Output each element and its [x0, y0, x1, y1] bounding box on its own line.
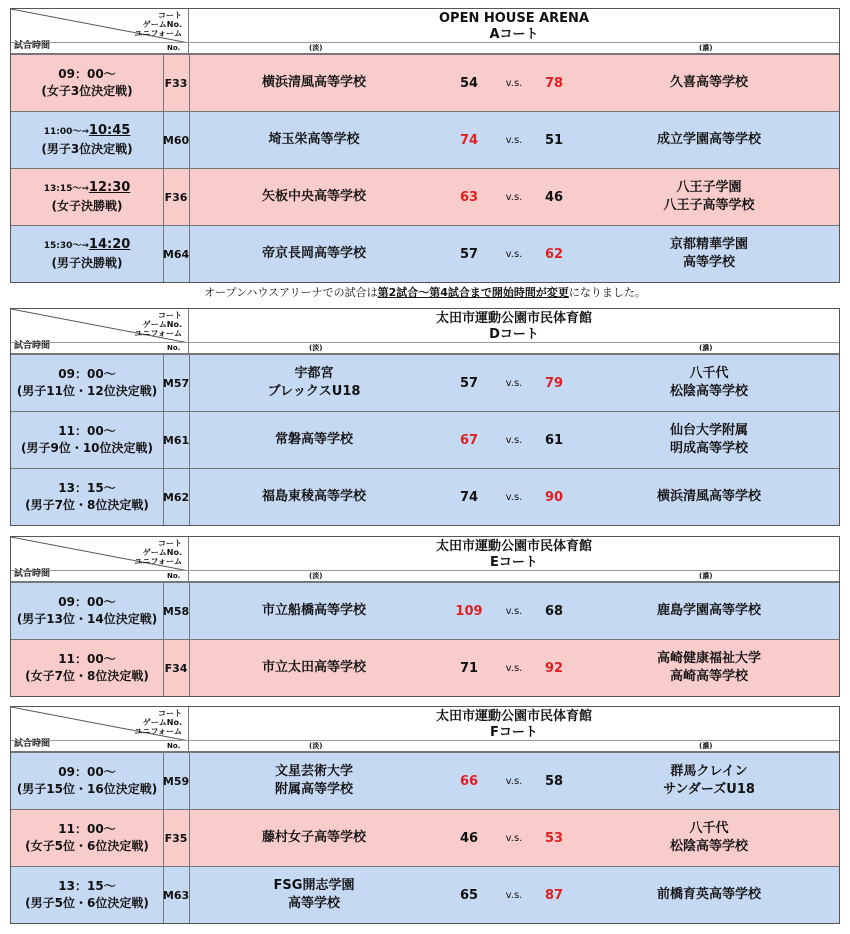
home-column-header: (淡) — [309, 572, 323, 580]
home-team-line: 横浜清風高等学校 — [261, 75, 366, 90]
court-label: コート — [158, 11, 182, 20]
home-team-line: FSG開志学園 — [273, 878, 355, 893]
no-column-header: No. — [167, 742, 181, 750]
away-team-line: 仙台大学附属 — [669, 423, 748, 438]
home-team — [189, 112, 439, 168]
block-header — [11, 707, 839, 752]
away-team — [579, 469, 839, 525]
home-score: 65 — [459, 887, 479, 903]
away-team — [579, 867, 839, 923]
home-team-line: 市立太田高等学校 — [261, 660, 366, 675]
match-label: (男子9位・10位決定戦) — [20, 441, 154, 455]
venue-name: OPEN HOUSE ARENA — [438, 11, 589, 26]
vs-label: v.s. — [505, 775, 523, 787]
away-team-line: 成立学園高等学校 — [656, 132, 761, 147]
home-score: 74 — [459, 489, 479, 505]
original-time: 13:15～→ — [43, 184, 89, 194]
start-time: 09：00～ — [58, 367, 116, 381]
game-number: M57 — [163, 355, 190, 411]
match-label: (女子決勝戦) — [51, 199, 123, 213]
court-label: コート — [158, 311, 182, 320]
home-team — [189, 355, 439, 411]
start-time: 11：00～ — [58, 652, 116, 666]
home-team — [189, 583, 439, 639]
match-row — [11, 225, 839, 282]
game-no-label: ゲームNo. — [142, 548, 182, 557]
court-name: Dコート — [489, 327, 539, 342]
match-row — [11, 809, 839, 866]
match-time — [11, 55, 164, 111]
venue-name: 太田市運動公園市民体育館 — [435, 709, 592, 724]
away-team-line: 八千代 — [689, 821, 729, 836]
match-row — [11, 54, 839, 111]
new-time: 12:30 — [88, 180, 131, 195]
match-time — [11, 169, 164, 225]
court-block — [10, 536, 840, 697]
away-team-line: 明成高等学校 — [669, 441, 748, 456]
home-team-line: 埼玉栄高等学校 — [268, 132, 360, 147]
home-team-line: 矢板中央高等学校 — [261, 189, 366, 204]
home-column-header: (淡) — [309, 344, 323, 352]
vs-label: v.s. — [505, 248, 523, 260]
match-row — [11, 111, 839, 168]
away-score: 68 — [544, 603, 564, 619]
home-team-line: 附属高等学校 — [274, 782, 353, 797]
away-team-line: 八王子学園 — [676, 180, 742, 195]
start-time — [44, 179, 131, 198]
court-block — [10, 8, 840, 283]
start-time: 09：00～ — [58, 595, 116, 609]
match-time — [11, 640, 164, 696]
away-team — [579, 226, 839, 282]
home-team-line: 藤村女子高等学校 — [261, 830, 366, 845]
away-team-line: 松陰高等学校 — [669, 839, 748, 854]
away-team-line: 高崎健康福祉大学 — [656, 651, 761, 666]
start-time: 09：00～ — [58, 67, 116, 81]
vs-label: v.s. — [505, 191, 523, 203]
no-column-header: No. — [167, 44, 181, 52]
away-column-header: (濃) — [699, 44, 713, 52]
match-label: (女子3位決定戦) — [41, 84, 133, 98]
away-team-line: 群馬クレイン — [670, 764, 748, 779]
home-column-header: (淡) — [309, 742, 323, 750]
start-time: 13：15～ — [58, 481, 116, 495]
home-score: 57 — [459, 375, 479, 391]
match-label: (男子3位決定戦) — [41, 142, 133, 156]
match-label: (女子5位・6位決定戦) — [25, 839, 149, 853]
match-label: (男子11位・12位決定戦) — [16, 384, 158, 398]
match-label: (男子13位・14位決定戦) — [16, 612, 158, 626]
away-team — [579, 583, 839, 639]
away-team — [579, 753, 839, 809]
vs-label: v.s. — [505, 662, 523, 674]
home-team-line: 帝京長岡高等学校 — [261, 246, 366, 261]
home-team — [189, 867, 439, 923]
away-column-header: (濃) — [699, 572, 713, 580]
column-headers — [11, 740, 839, 751]
start-time — [44, 122, 131, 141]
home-column-header: (淡) — [309, 44, 323, 52]
away-score: 58 — [544, 773, 564, 789]
game-no-label: ゲームNo. — [142, 718, 182, 727]
home-score: 74 — [459, 132, 479, 148]
away-team-line: 八千代 — [689, 366, 729, 381]
game-number: F34 — [163, 640, 190, 696]
original-time: 15:30～→ — [43, 241, 89, 251]
away-score: 79 — [544, 375, 564, 391]
away-team — [579, 355, 839, 411]
away-score: 78 — [544, 75, 564, 91]
home-team-line: 宇都宮 — [294, 366, 334, 381]
away-team-line: 京都精華学園 — [669, 237, 748, 252]
match-label: (男子7位・8位決定戦) — [25, 498, 149, 512]
home-team — [189, 640, 439, 696]
venue-name: 太田市運動公園市民体育館 — [435, 539, 592, 554]
match-label: (男子15位・16位決定戦) — [16, 782, 158, 796]
home-team — [189, 169, 439, 225]
match-row — [11, 354, 839, 411]
match-label: (女子7位・8位決定戦) — [25, 669, 149, 683]
away-team — [579, 810, 839, 866]
match-time — [11, 810, 164, 866]
uniform-label: ユニフォーム — [134, 727, 182, 736]
home-score: 54 — [459, 75, 479, 91]
start-time: 13：15～ — [58, 879, 116, 893]
vs-label: v.s. — [505, 491, 523, 503]
away-team-line: 横浜清風高等学校 — [656, 489, 761, 504]
away-team — [579, 412, 839, 468]
game-number: M64 — [163, 226, 190, 282]
home-score: 63 — [459, 189, 479, 205]
away-team-line: 八王子高等学校 — [663, 198, 755, 213]
away-team-line: 前橋育英高等学校 — [656, 887, 761, 902]
away-score: 92 — [544, 660, 564, 676]
game-number: M60 — [163, 112, 190, 168]
game-number: M61 — [163, 412, 190, 468]
home-team-line: 高等学校 — [287, 896, 340, 911]
home-team-line: 文星芸術大学 — [274, 764, 353, 779]
away-team-line: 久喜高等学校 — [669, 75, 748, 90]
note-prefix: オープンハウスアリーナでの試合は — [204, 286, 378, 299]
start-time — [44, 236, 131, 255]
home-team-line: 市立船橋高等学校 — [261, 603, 366, 618]
match-row — [11, 582, 839, 639]
home-team-line: 常磐高等学校 — [274, 432, 353, 447]
away-score: 46 — [544, 189, 564, 205]
new-time: 14:20 — [88, 237, 131, 252]
match-time — [11, 112, 164, 168]
original-time: 11:00～→ — [43, 127, 89, 137]
match-time — [11, 867, 164, 923]
home-team — [189, 469, 439, 525]
away-team-line: 高等学校 — [682, 255, 735, 270]
away-team-line: 高崎高等学校 — [669, 669, 748, 684]
game-number: M62 — [163, 469, 190, 525]
match-time — [11, 412, 164, 468]
away-team — [579, 640, 839, 696]
game-number: F33 — [163, 55, 190, 111]
court-block — [10, 308, 840, 526]
new-time: 10:45 — [88, 123, 131, 138]
away-team — [579, 112, 839, 168]
start-time: 11：00～ — [58, 424, 116, 438]
home-score: 71 — [459, 660, 479, 676]
time-label: 試合時間 — [14, 739, 51, 749]
court-label: コート — [158, 709, 182, 718]
note-suffix: になりました。 — [568, 286, 646, 299]
home-team — [189, 753, 439, 809]
away-score: 51 — [544, 132, 564, 148]
away-column-header: (濃) — [699, 344, 713, 352]
away-score: 53 — [544, 830, 564, 846]
time-label: 試合時間 — [14, 41, 51, 51]
game-number: M63 — [163, 867, 190, 923]
home-score: 46 — [459, 830, 479, 846]
home-team — [189, 810, 439, 866]
no-column-header: No. — [167, 344, 181, 352]
vs-label: v.s. — [505, 134, 523, 146]
schedule-change-note — [10, 284, 840, 300]
home-team-line: 福島東稜高等学校 — [261, 489, 366, 504]
time-label: 試合時間 — [14, 341, 51, 351]
game-number: M59 — [163, 753, 190, 809]
column-headers — [11, 570, 839, 581]
home-team — [189, 226, 439, 282]
away-score: 62 — [544, 246, 564, 262]
match-row — [11, 468, 839, 525]
uniform-label: ユニフォーム — [134, 329, 182, 338]
uniform-label: ユニフォーム — [134, 29, 182, 38]
vs-label: v.s. — [505, 377, 523, 389]
home-score: 109 — [455, 603, 483, 619]
match-time — [11, 226, 164, 282]
block-header — [11, 537, 839, 582]
start-time: 11：00～ — [58, 822, 116, 836]
game-number: F35 — [163, 810, 190, 866]
game-no-label: ゲームNo. — [142, 20, 182, 29]
court-name: Eコート — [490, 555, 538, 570]
away-column-header: (濃) — [699, 742, 713, 750]
home-team — [189, 412, 439, 468]
uniform-label: ユニフォーム — [134, 557, 182, 566]
home-score: 67 — [459, 432, 479, 448]
court-name: Fコート — [490, 725, 538, 740]
away-score: 87 — [544, 887, 564, 903]
start-time: 09：00～ — [58, 765, 116, 779]
court-block — [10, 706, 840, 924]
home-team — [189, 55, 439, 111]
away-team — [579, 169, 839, 225]
court-name: Aコート — [489, 27, 539, 42]
match-row — [11, 168, 839, 225]
no-column-header: No. — [167, 572, 181, 580]
vs-label: v.s. — [505, 77, 523, 89]
vs-label: v.s. — [505, 889, 523, 901]
away-score: 61 — [544, 432, 564, 448]
home-score: 57 — [459, 246, 479, 262]
block-header — [11, 9, 839, 54]
home-team-line: ブレックスU18 — [267, 384, 361, 399]
home-score: 66 — [459, 773, 479, 789]
match-time — [11, 753, 164, 809]
game-number: F36 — [163, 169, 190, 225]
court-label: コート — [158, 539, 182, 548]
away-team-line: 鹿島学園高等学校 — [656, 603, 761, 618]
match-label: (男子5位・6位決定戦) — [25, 896, 149, 910]
vs-label: v.s. — [505, 434, 523, 446]
vs-label: v.s. — [505, 832, 523, 844]
away-team — [579, 55, 839, 111]
away-score: 90 — [544, 489, 564, 505]
away-team-line: 松陰高等学校 — [669, 384, 748, 399]
note-highlight: 第2試合～第4試合まで開始時間が変更 — [377, 286, 569, 299]
vs-label: v.s. — [505, 605, 523, 617]
game-no-label: ゲームNo. — [142, 320, 182, 329]
column-headers — [11, 42, 839, 53]
match-row — [11, 866, 839, 923]
column-headers — [11, 342, 839, 353]
block-header — [11, 309, 839, 354]
match-label: (男子決勝戦) — [51, 256, 123, 270]
match-row — [11, 411, 839, 468]
match-time — [11, 583, 164, 639]
match-row — [11, 752, 839, 809]
time-label: 試合時間 — [14, 569, 51, 579]
venue-name: 太田市運動公園市民体育館 — [435, 311, 592, 326]
match-time — [11, 469, 164, 525]
match-time — [11, 355, 164, 411]
away-team-line: サンダーズU18 — [663, 782, 755, 797]
game-number: M58 — [163, 583, 190, 639]
match-row — [11, 639, 839, 696]
